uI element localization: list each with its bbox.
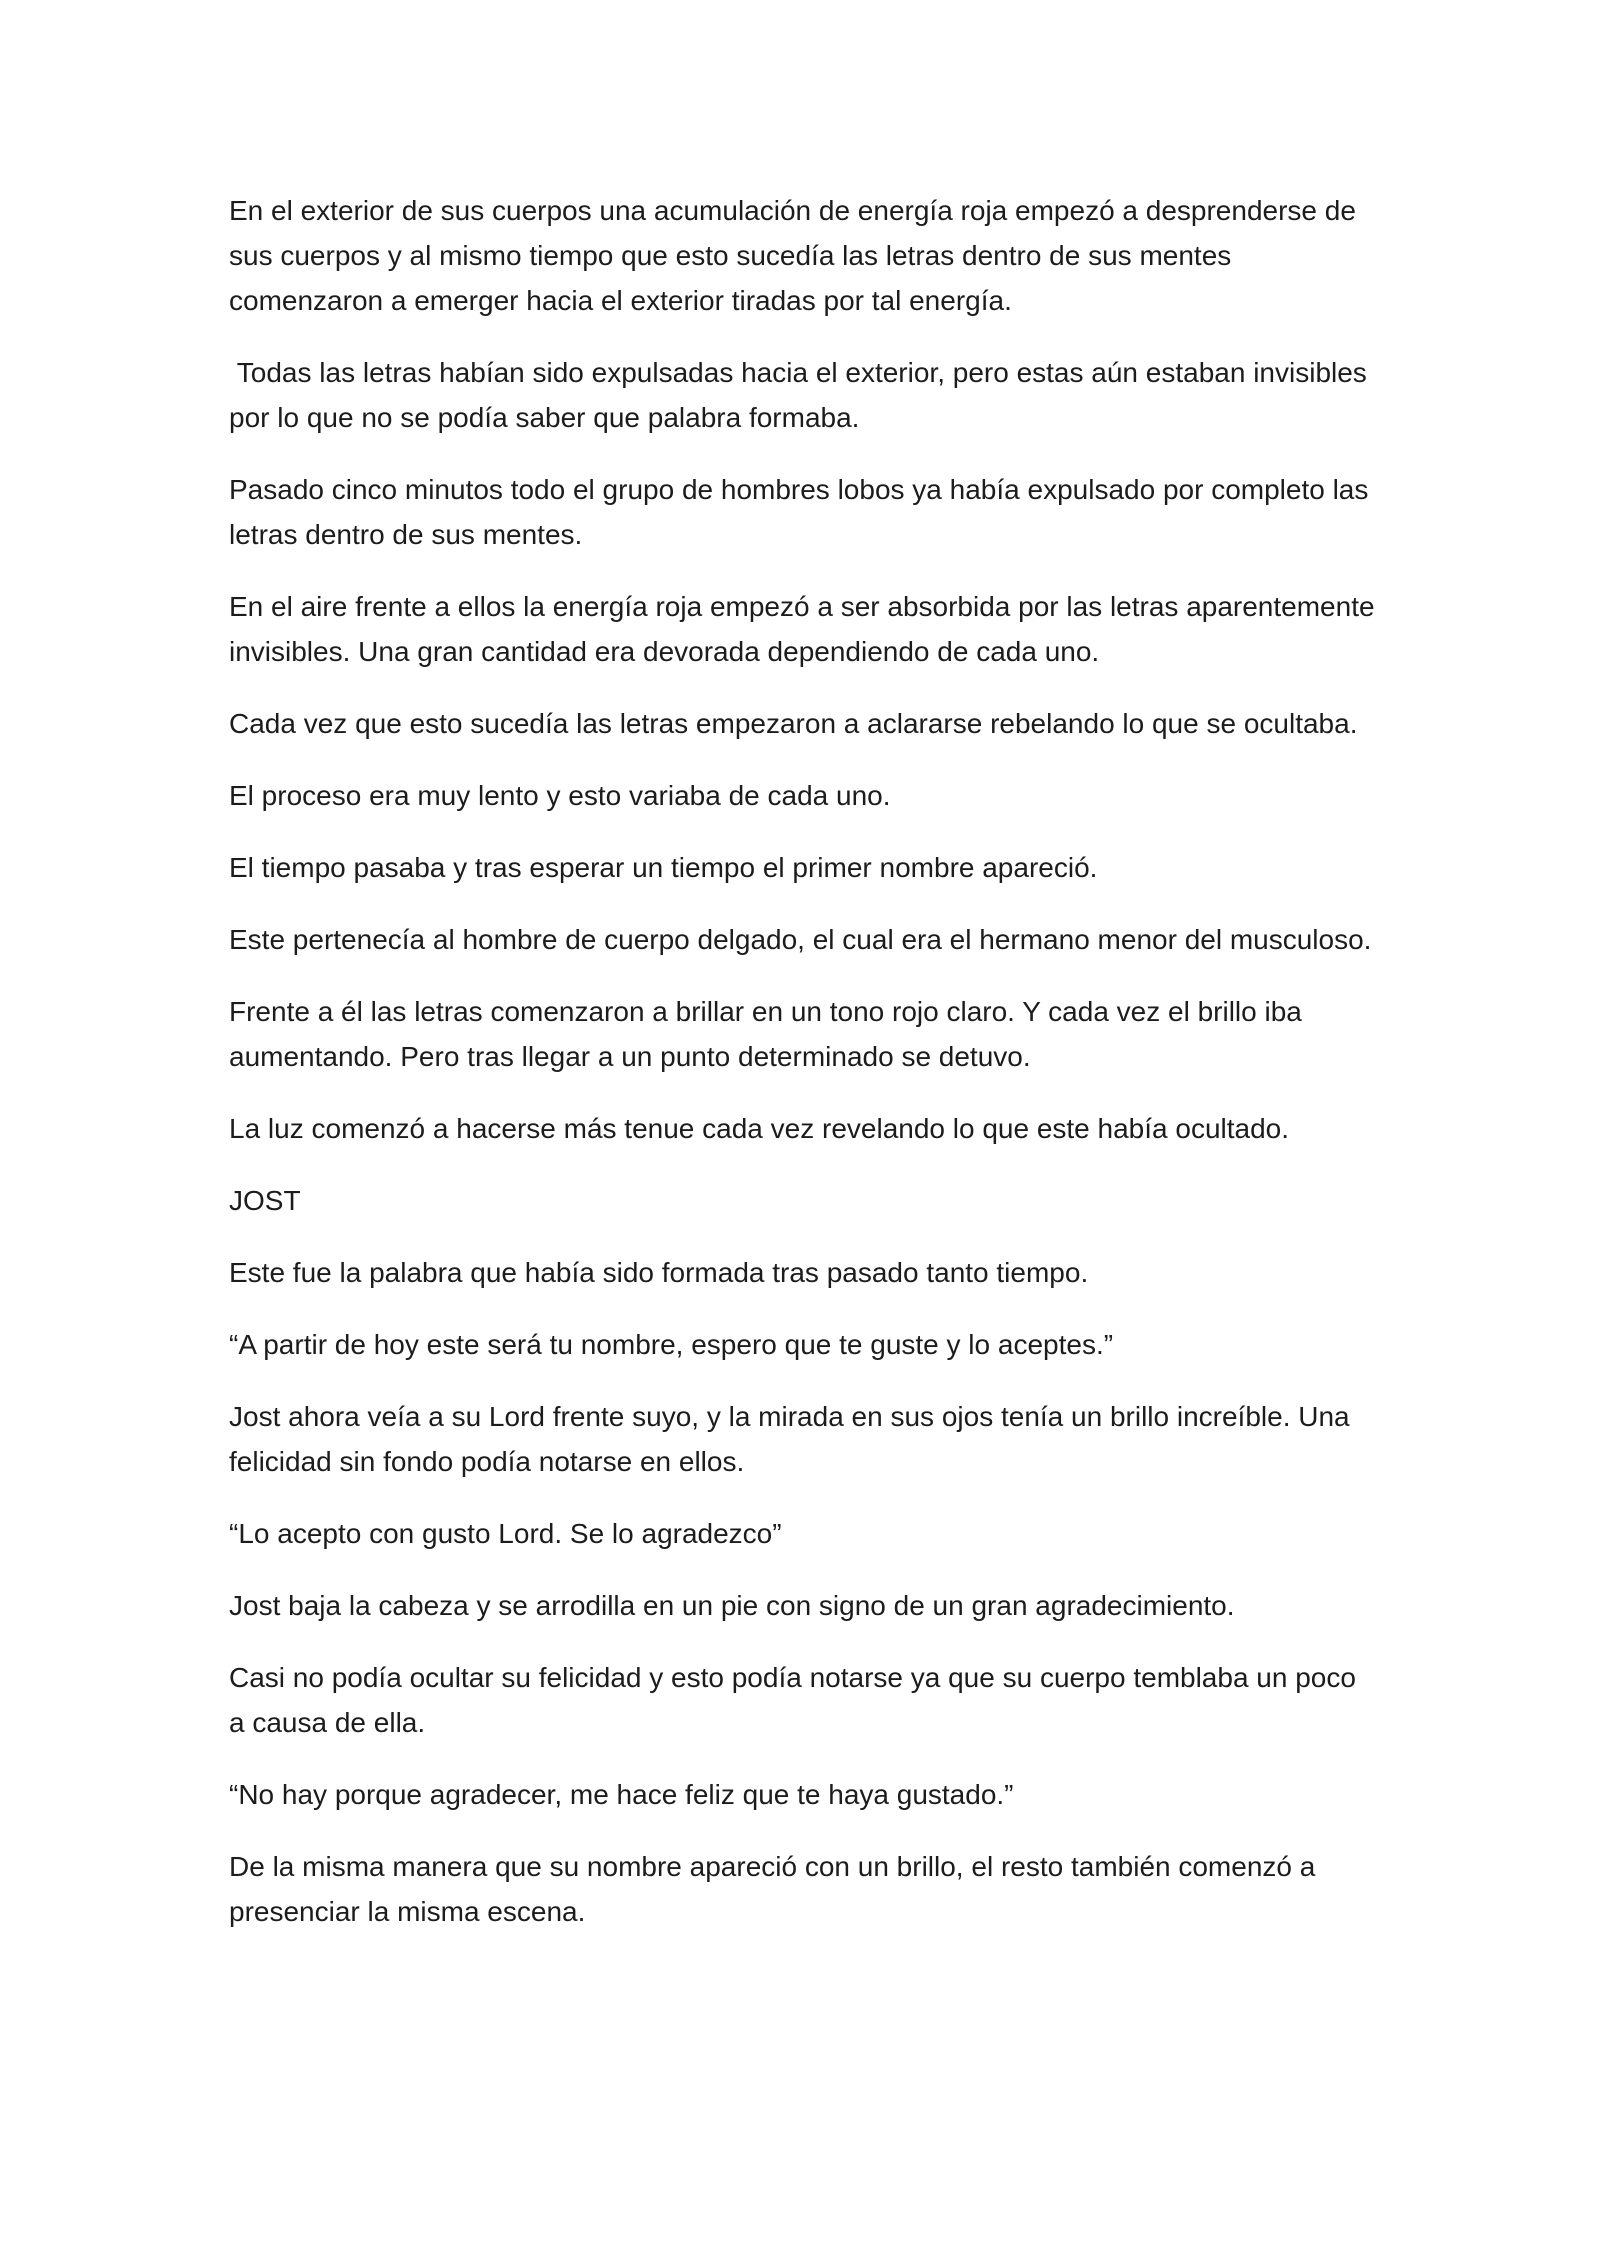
paragraph: “A partir de hoy este será tu nombre, espero que te guste y lo aceptes.” xyxy=(229,1329,1114,1360)
paragraph: Cada vez que esto sucedía las letras empezaron a aclararse rebelando lo que se ocultaba. xyxy=(229,708,1358,739)
paragraph: Frente a él las letras comenzaron a brillar en un tono rojo claro. Y cada vez el brillo iba aumentando. Pero tras llegar a un punto determinado se detuvo. xyxy=(229,996,1310,1072)
paragraph: El proceso era muy lento y esto variaba de cada uno. xyxy=(229,780,891,811)
paragraph: “No hay porque agradecer, me hace feliz que te haya gustado.” xyxy=(229,1779,1014,1810)
paragraph: Jost ahora veía a su Lord frente suyo, y la mirada en sus ojos tenía un brillo increíble. Una felicidad sin fondo podía notarse en ellos. xyxy=(229,1401,1358,1477)
paragraph: Casi no podía ocultar su felicidad y esto podía notarse ya que su cuerpo temblaba un poco a causa de ella. xyxy=(229,1662,1364,1738)
paragraph: JOST xyxy=(229,1185,301,1216)
paragraph: Este fue la palabra que había sido formada tras pasado tanto tiempo. xyxy=(229,1257,1089,1288)
paragraph: En el aire frente a ellos la energía roja empezó a ser absorbida por las letras aparentemente invisibles. Una gran cantidad era devorada dependiendo de cada uno. xyxy=(229,591,1383,667)
paragraph: Todas las letras habían sido expulsadas hacia el exterior, pero estas aún estaban invisibles por lo que no se podía saber que palabra formaba. xyxy=(229,357,1375,433)
paragraph: Pasado cinco minutos todo el grupo de hombres lobos ya había expulsado por completo las letras dentro de sus mentes. xyxy=(229,474,1377,550)
paragraph: De la misma manera que su nombre apareció con un brillo, el resto también comenzó a presenciar la misma escena. xyxy=(229,1851,1324,1927)
paragraph: La luz comenzó a hacerse más tenue cada vez revelando lo que este había ocultado. xyxy=(229,1113,1290,1144)
document-page xyxy=(229,188,1383,1961)
paragraph: Este pertenecía al hombre de cuerpo delgado, el cual era el hermano menor del musculoso. xyxy=(229,924,1372,955)
paragraph: “Lo acepto con gusto Lord. Se lo agradezco” xyxy=(229,1518,782,1549)
paragraph: Jost baja la cabeza y se arrodilla en un pie con signo de un gran agradecimiento. xyxy=(229,1590,1235,1621)
paragraph: El tiempo pasaba y tras esperar un tiempo el primer nombre apareció. xyxy=(229,852,1098,883)
paragraph: En el exterior de sus cuerpos una acumulación de energía roja empezó a desprenderse de sus cuerpos y al mismo tiempo que esto sucedía las letras dentro de sus mentes comenzaron a emerger hacia el exterior tiradas por tal energía. xyxy=(229,195,1364,316)
